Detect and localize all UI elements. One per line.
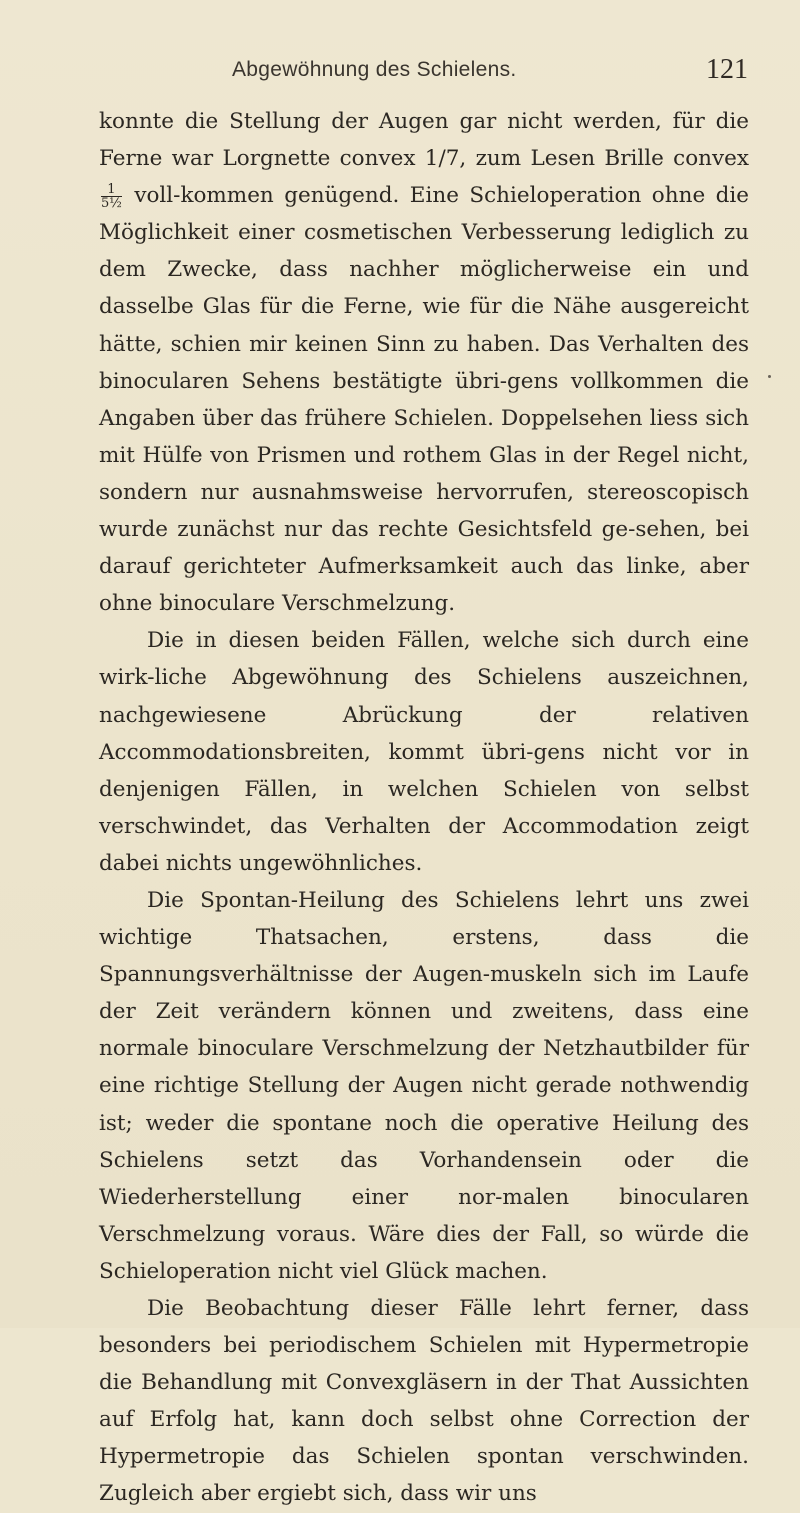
paragraph-1 — [99, 103, 749, 622]
margin-speck — [768, 375, 771, 378]
fraction-numerator: 1 — [101, 183, 122, 197]
paragraph-1-part-a: konnte die Stellung der Augen gar nicht werden, für die Ferne war Lorgnette convex — [99, 109, 749, 172]
paragraph-1-part-c: voll-kommen genügend. Eine Schieloperation ohne die Möglichkeit einer cosmetischen Verbesserung lediglich zu dem Zwecke, dass nachher möglicherweise ein und dasselbe Glas für die Ferne, wie für die Nähe ausgereicht hätte, schien mir keinen Sinn zu haben. Das Verhalten des binocularen Sehens bestätigte übri-gens vollkommen die Angaben über das frühere Schielen. Doppelsehen liess sich mit Hülfe von Prismen und rothem Glas in der Regel nicht, sondern nur ausnahmsweise hervorrufen, stereoscopisch wurde zunächst nur das rechte Gesichtsfeld ge-sehen, bei darauf gerichteter Aufmerksamkeit auch das linke, aber ohne binoculare Verschmelzung. — [99, 183, 749, 617]
running-title: Abgewöhnung des Schielens. — [232, 58, 517, 81]
paragraph-3: Die Spontan-Heilung des Schielens lehrt uns zwei wichtige Thatsachen, erstens, dass die Spannungsverhältnisse der Augen-muskeln sich im Laufe der Zeit verändern können und zweitens, dass eine normale binoculare Verschmelzung der Netzhautbilder für eine richtige Stellung der Augen nicht gerade nothwendig ist; weder die spontane noch die operative Heilung des Schielens setzt das Vorhandensein oder die Wiederherstellung einer nor-malen binocularen Verschmelzung voraus. Wäre dies der Fall, so würde die Schieloperation nicht viel Glück machen. — [99, 887, 749, 1284]
paragraph-2: Die in diesen beiden Fällen, welche sich durch eine wirk-liche Abgewöhnung des Schielens auszeichnen, nachgewiesene Abrückung der relativen Accommodationsbreiten, kommt übri-gens nicht vor in denjenigen Fällen, in welchen Schielen von selbst verschwindet, das Verhalten der Accommodation zeigt dabei nichts ungewöhnliches. — [99, 628, 749, 876]
paragraph-1-part-b: , zum Lesen Brille convex — [459, 146, 749, 172]
fraction-one-seventh: 1/7 — [424, 146, 460, 172]
running-head — [0, 54, 800, 98]
page-number: 121 — [706, 54, 748, 85]
fraction-one-over-five-and-half — [101, 183, 122, 210]
body-text — [99, 103, 749, 1513]
paragraph-4: Die Beobachtung dieser Fälle lehrt ferner, dass besonders bei periodischem Schielen mit Hypermetropie die Behandlung mit Convexgläsern in der That Aussichten auf Erfolg hat, kann doch selbst ohne Correction der Hypermetropie das Schielen spontan verschwinden. Zugleich aber ergiebt sich, dass wir uns — [99, 1296, 749, 1507]
fraction-denominator: 5½ — [101, 195, 122, 211]
